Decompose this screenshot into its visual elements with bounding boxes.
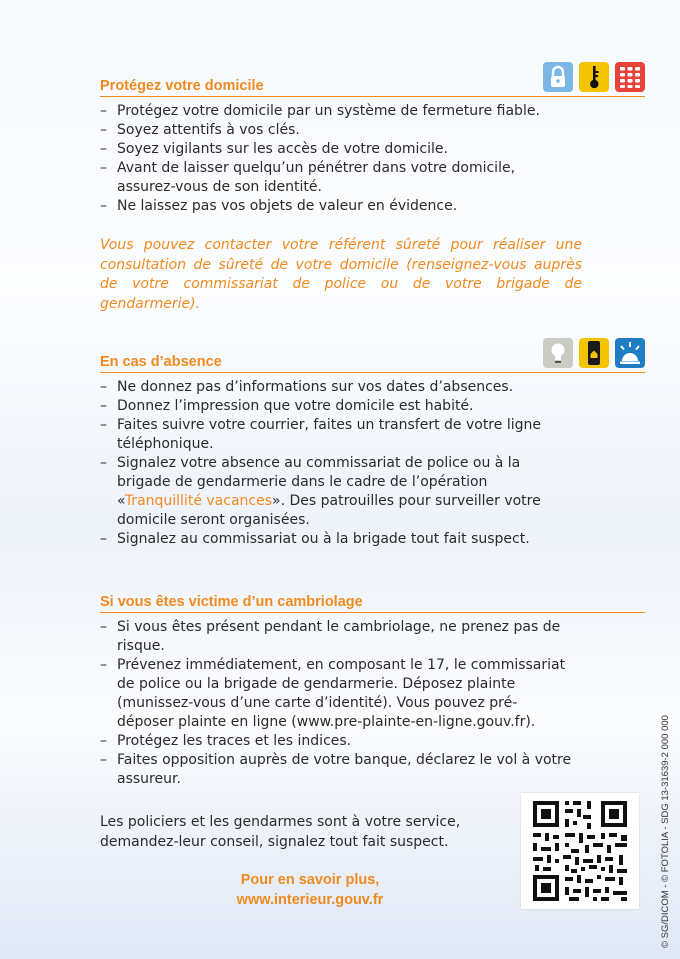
section-absence [100, 348, 645, 549]
list-item: – Ne donnez pas d’informations sur vos dates d’absences. [100, 378, 645, 397]
house-phone-icon [579, 338, 609, 368]
safety-consultation-note: Vous pouvez contacter votre référent sûreté pour réaliser une consultation de sûreté de votre domicile (renseignez-vous auprès de votre commissariat de police ou de votre brigade de gendarmerie). [100, 237, 582, 312]
list-item: – Signalez au commissariat ou à la brigade tout fait suspect. [100, 530, 645, 549]
list-item: – Donnez l’impression que votre domicile est habité. [100, 397, 645, 416]
list-item-text: ». Des patrouilles pour surveiller votre domicile seront organisées. [117, 493, 541, 528]
icon-group [543, 338, 645, 368]
operation-name: Tranquillité vacances [124, 493, 273, 509]
list-item: – Soyez attentifs à vos clés. [100, 121, 645, 140]
list-item-text: Signalez votre absence au commissariat de police ou à la brigade de gendarmerie dans le cadre de l’opération « [117, 455, 521, 509]
more-info [195, 870, 425, 910]
closing-message: Les policiers et les gendarmes sont à votre service, demandez-leur conseil, signalez tout fait suspect. [100, 814, 461, 850]
website-link[interactable]: www.interieur.gouv.fr [236, 892, 384, 908]
keypad-icon [615, 62, 645, 92]
section-header [100, 348, 645, 373]
section-protect-home [100, 72, 645, 216]
key-icon [579, 62, 609, 92]
section-burglary-victim [100, 588, 645, 789]
bullet-list [100, 618, 645, 789]
list-item: – Soyez vigilants sur les accès de votre domicile. [100, 140, 645, 159]
section-header [100, 588, 645, 613]
bullet-list [100, 102, 645, 216]
section-header [100, 72, 645, 97]
bullet-list [100, 378, 645, 549]
list-item: – Avant de laisser quelqu’un pénétrer dans votre domicile, assurez-vous de son identité. [100, 159, 557, 197]
side-credit: © SG/DICOM - © FOTOLIA - SDG 13-31639-2 000 000 [660, 715, 671, 948]
list-item [100, 454, 557, 530]
light-bulb-icon [543, 338, 573, 368]
section-title: Si vous êtes victime d’un cambriolage [100, 594, 363, 610]
padlock-icon [543, 62, 573, 92]
list-item: – Faites opposition auprès de votre banque, déclarez le vol à votre assureur. [100, 751, 587, 789]
more-info-label: Pour en savoir plus, [240, 872, 380, 888]
section-title: Protégez votre domicile [100, 78, 264, 94]
alarm-siren-icon [615, 338, 645, 368]
list-item: – Protégez votre domicile par un système de fermeture fiable. [100, 102, 645, 121]
qr-code-icon[interactable] [521, 793, 639, 909]
section-title: En cas d’absence [100, 354, 222, 370]
list-item: – Ne laissez pas vos objets de valeur en évidence. [100, 197, 645, 216]
list-item: – Faites suivre votre courrier, faites un transfert de votre ligne téléphonique. [100, 416, 557, 454]
list-item: – Prévenez immédiatement, en composant le 17, le commissariat de police ou la brigade de gendarmerie. Déposez plainte (munissez-vous d’une carte d’identité). Vous pouvez pré-déposer plainte en ligne (www.pre-plainte-en-ligne.gouv.fr). [100, 656, 567, 732]
list-item: – Si vous êtes présent pendant le cambriolage, ne prenez pas de risque. [100, 618, 567, 656]
icon-group [543, 62, 645, 92]
list-item: – Protégez les traces et les indices. [100, 732, 645, 751]
